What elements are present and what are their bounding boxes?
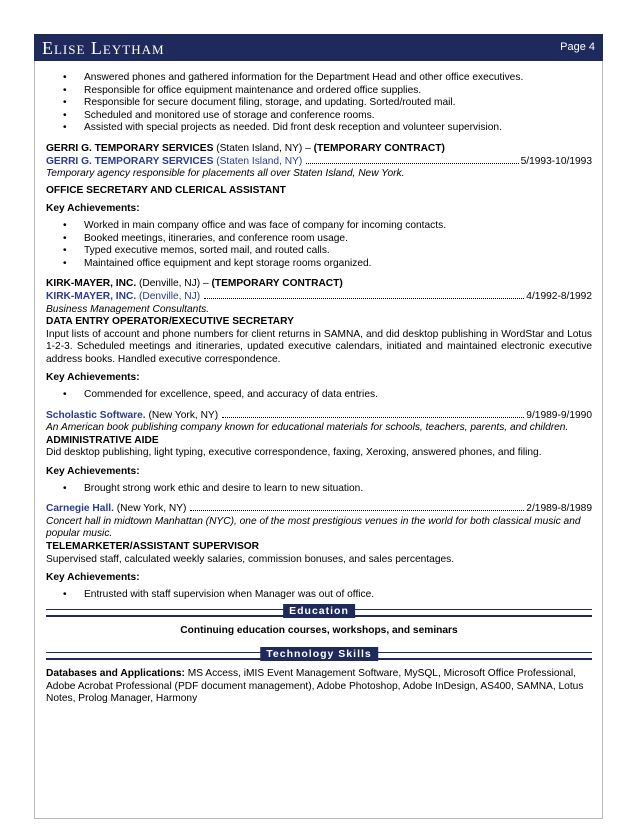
job-heading-company: GERRI G. TEMPORARY SERVICES [46,142,214,154]
achievements-list [46,589,592,602]
company-location: (New York, NY) [113,503,187,515]
job-title: ADMINISTRATIVE AIDE [46,434,159,446]
list-item: • Brought strong work ethic and desire to learn to new situation. [46,483,592,496]
education-text: Continuing education courses, workshops, and seminars [180,625,458,637]
skills-text [46,668,592,706]
job-summary: Supervised staff, calculated weekly salaries, commission bonuses, and sales percentages. [46,553,455,565]
dot-leader [204,298,524,299]
section-heading: Education [283,604,355,618]
job-title: TELEMARKETER/ASSISTANT SUPERVISOR [46,541,260,552]
company-name: GERRI G. TEMPORARY SERVICES [46,155,214,167]
job-title: DATA ENTRY OPERATOR/EXECUTIVE SECRETARY [46,316,294,328]
resume-content [46,72,592,706]
job-heading-location: (Denville, NJ) – [136,278,212,290]
page-number: Page 4 [560,41,595,53]
skills-label: Databases and Applications: [46,667,185,679]
company-name: Carnegie Hall. [46,503,114,515]
job-title: OFFICE SECRETARY AND CLERICAL ASSISTANT [46,184,286,196]
key-achievements-label: Key Achievements: [46,203,140,215]
achievements-list [46,389,592,402]
dot-leader [306,163,518,164]
job-heading-contract: (TEMPORARY CONTRACT) [211,278,343,290]
job-heading [46,143,592,156]
skills-section-bar [46,647,592,660]
job-dates: 5/1993-10/1993 [520,155,592,167]
job-summary: Did desktop publishing, light typing, executive correspondence, faxing, Xeroxing, answered phones, and filing. [46,447,542,459]
intro-bullet-list [46,72,592,135]
list-item: • Scheduled and monitored use of storage and conference rooms. [46,110,592,123]
job-dates: 9/1989-9/1990 [526,409,592,421]
company-description: Temporary agency responsible for placements all over Staten Island, New York. [46,168,405,180]
job-summary: Input lists of account and phone numbers for client returns in SAMNA, and did desktop publishing in WordStar and Lotus 1-2-3. Scheduled meetings and itineraries, updated executive calendars, initiated and maintained electronic executive address books. Handled executive correspondence. [46,328,592,365]
key-achievements-label: Key Achievements: [46,372,140,384]
company-location: (Staten Island, NY) [213,155,303,167]
section-heading: Technology Skills [260,647,378,661]
company-location: (Denville, NJ) [136,290,201,302]
job-heading-location: (Staten Island, NY) – [213,142,314,154]
list-item: • Worked in main company office and was face of company for incoming contacts. [46,220,592,233]
achievements-list [46,483,592,496]
company-location: (New York, NY) [145,409,219,421]
job-heading [46,278,592,291]
company-description: Concert hall in midtown Manhattan (NYC), one of the most prestigious venues in the world for both classical music and popular music. [46,515,581,540]
company-description: An American book publishing company known for educational materials for schools, teachers, parents, and children. [46,422,569,434]
dot-leader [222,417,524,418]
list-item: • Maintained office equipment and kept storage rooms organized. [46,258,592,271]
job-company-row [46,291,592,304]
list-item: • Responsible for secure document filing, storage, and updating. Sorted/routed mail. [46,97,592,110]
page-header [34,34,603,61]
key-achievements-label: Key Achievements: [46,466,140,478]
candidate-name: Elise Leytham [42,38,165,58]
company-name: KIRK-MAYER, INC. [46,290,137,302]
list-item: • Commended for excellence, speed, and accuracy of data entries. [46,389,592,402]
list-item: • Entrusted with staff supervision when Manager was out of office. [46,589,592,602]
list-item: • Assisted with special projects as needed. Did front desk reception and volunteer supervision. [46,122,592,135]
list-item: • Booked meetings, itineraries, and conference room usage. [46,233,592,246]
dot-leader [190,510,524,511]
list-item: • Responsible for office equipment maintenance and ordered office supplies. [46,85,592,98]
education-section-bar [46,604,592,617]
job-heading-company: KIRK-MAYER, INC. [46,278,137,290]
company-description: Business Management Consultants. [46,303,210,315]
list-item: • Typed executive memos, sorted mail, and routed calls. [46,245,592,258]
achievements-list [46,220,592,270]
job-company-row [46,503,592,516]
job-company-row [46,410,592,423]
company-name: Scholastic Software. [46,409,146,421]
key-achievements-label: Key Achievements: [46,572,140,584]
job-dates: 2/1989-8/1989 [526,503,592,515]
skills-list: MS Access, iMIS Event Management Software, MySQL, Microsoft Office Professional, Adobe Acrobat Professional (PDF document management), Adobe Photoshop, Adobe InDesign, AS400, SAMNA, Lotus Notes, Prolog Manager, Harmony [46,667,584,705]
job-heading-contract: (TEMPORARY CONTRACT) [313,142,445,154]
job-dates: 4/1992-8/1992 [526,290,592,302]
job-company-row [46,156,592,169]
list-item: • Answered phones and gathered information for the Department Head and other office executives. [46,72,592,85]
